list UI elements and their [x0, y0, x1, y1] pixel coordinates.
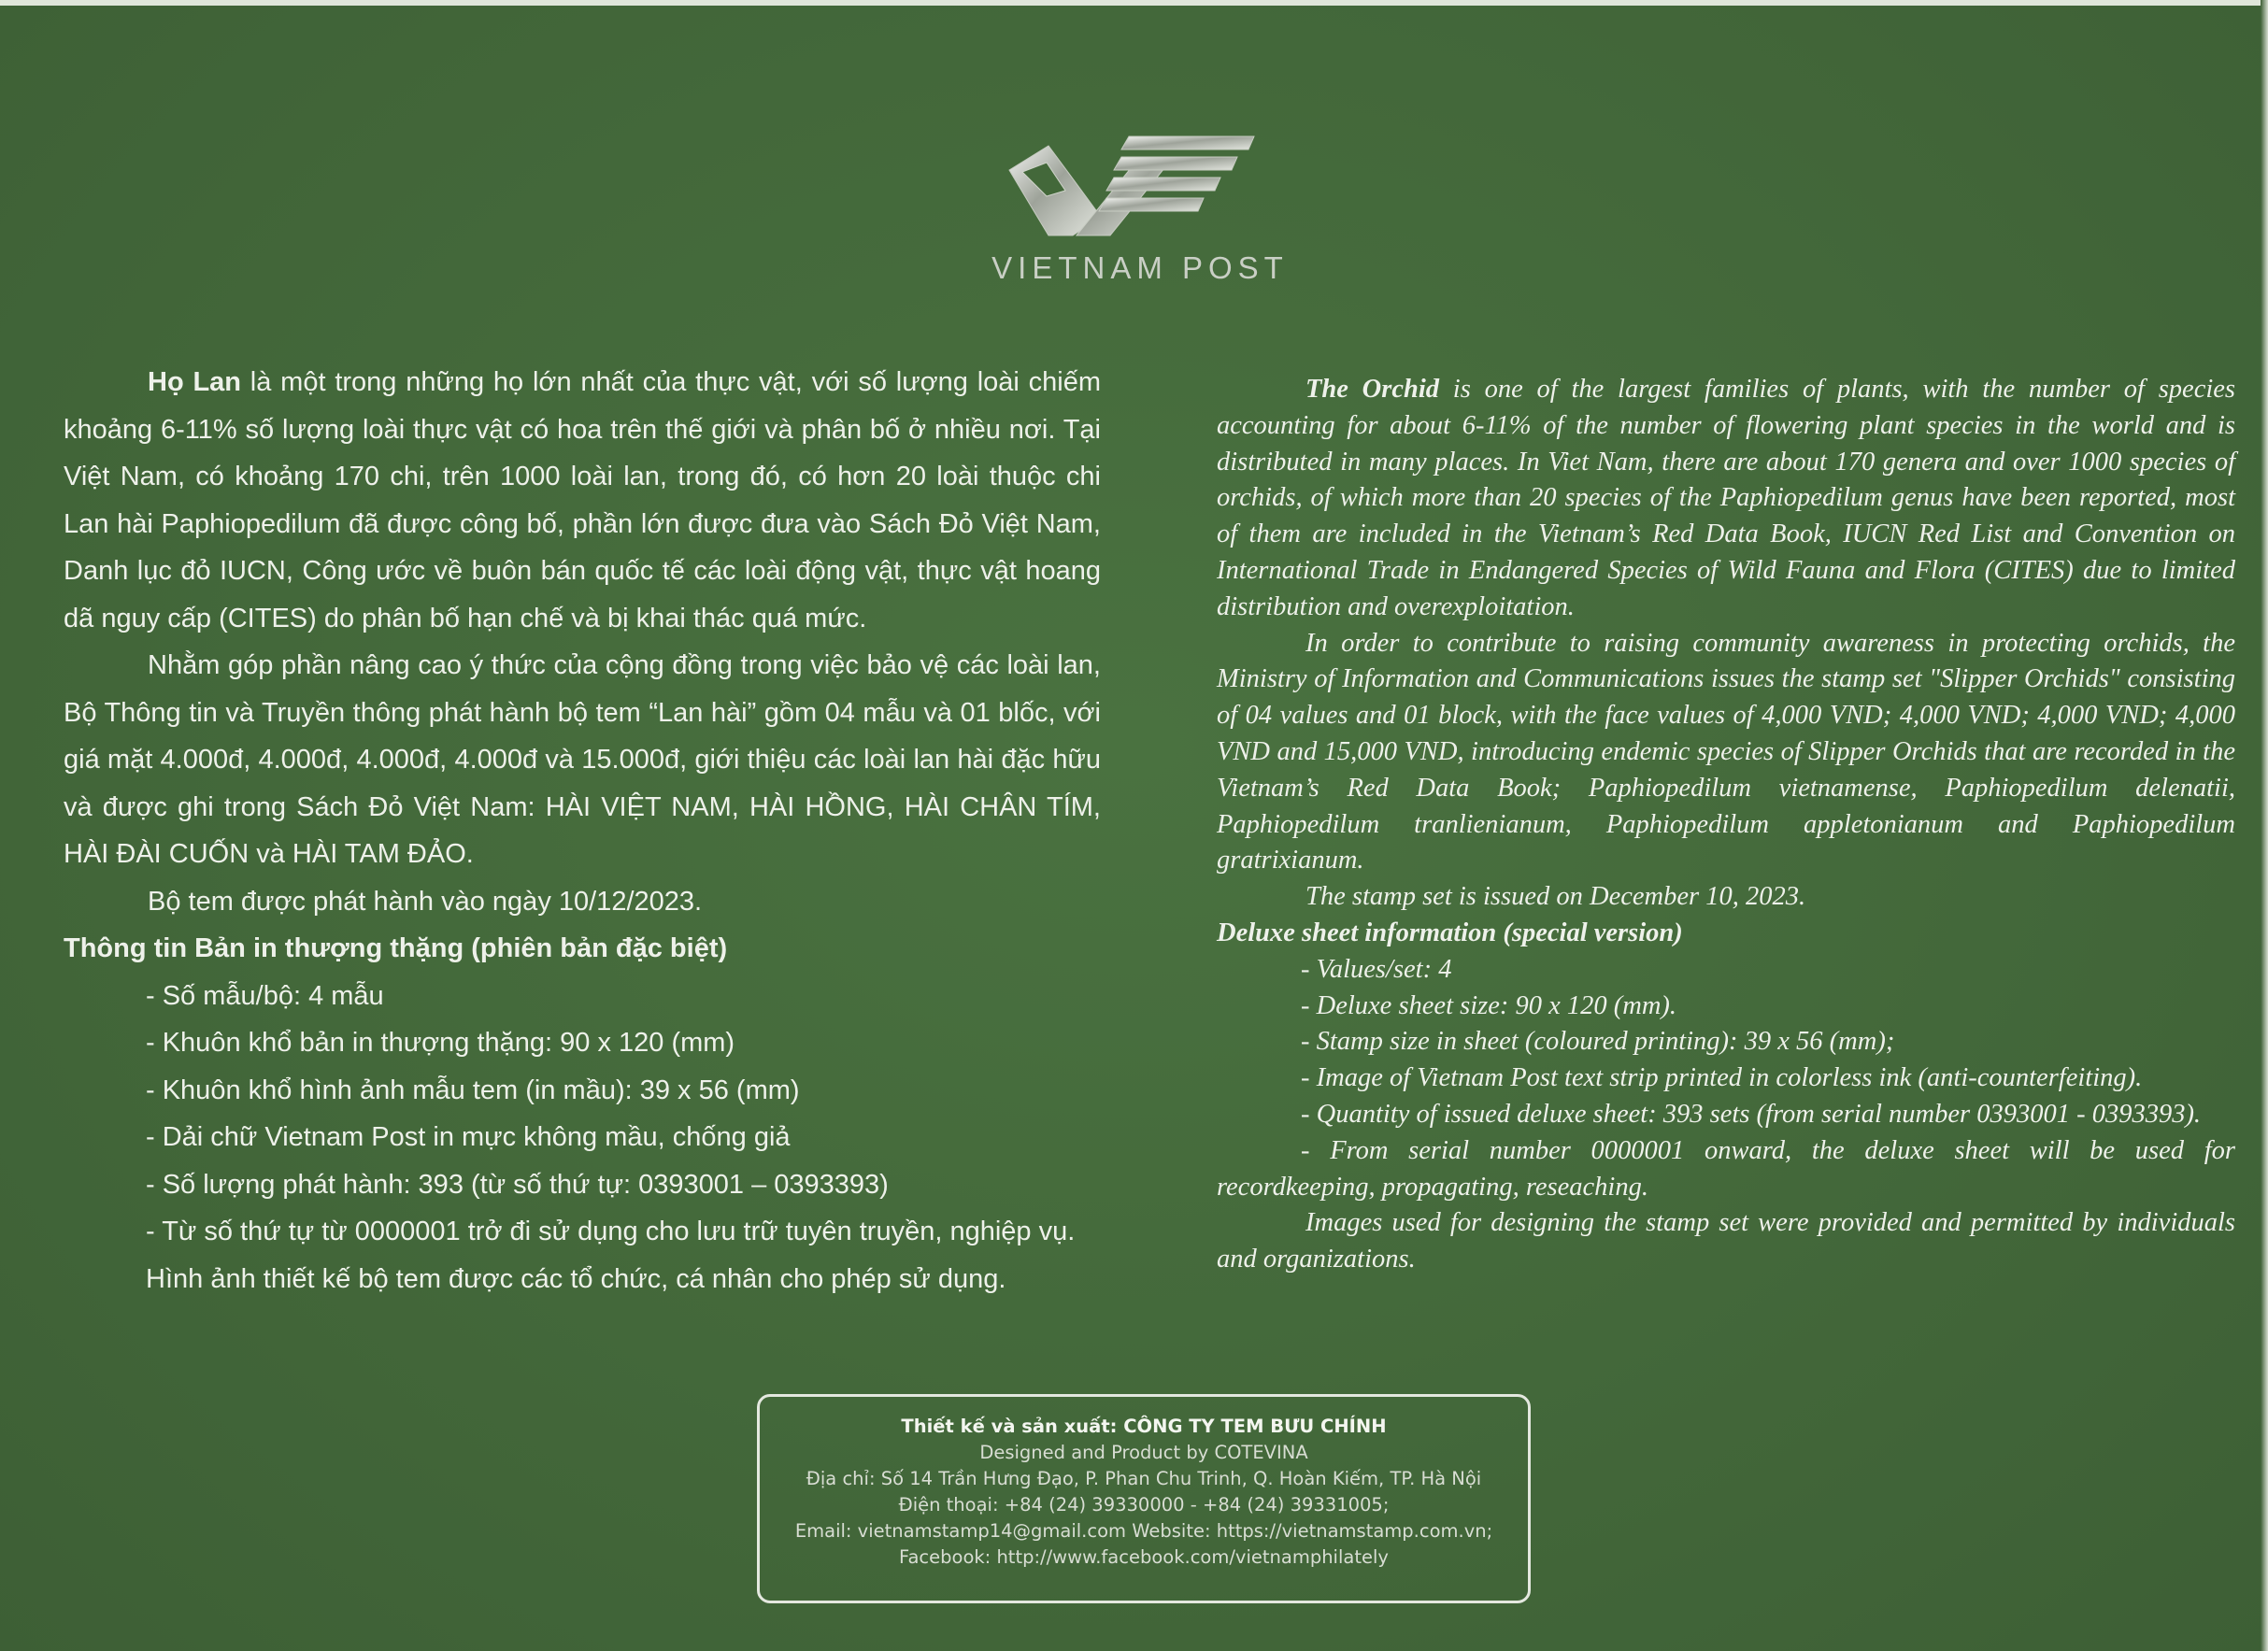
en-deluxe-item: - Image of Vietnam Post text strip printed in colorless ink (anti-counterfeiting). — [1301, 1063, 2143, 1093]
en-intro-text: is one of the largest families of plants, with the number of species accounting for about 6-11% of the number of flowering plant species in the world and is distributed in many places. In Viet Nam, there are about 170 genera and over 1000 species of orchids, of which more than 20 species of the Paphiopedilum genus have been reported, most of them are included in the Vietnam’s Red Data Book, IUCN Red List and Convention on International Trade in Endangered Species of Wild Fauna and Flora (CITES) due to limited distribution and overexploitation. — [1217, 375, 2235, 621]
vi-deluxe-heading: Thông tin Bản in thượng thặng (phiên bản đặc biệt) — [64, 933, 728, 963]
en-issue-date: The stamp set is issued on December 10, 2023. — [1305, 882, 1806, 912]
en-images-credit: Images used for designing the stamp set were provided and permitted by individuals and organizations. — [1217, 1208, 2235, 1274]
vietnam-post-wordmark: VIETNAM POST — [991, 250, 1289, 285]
vi-images-credit: Hình ảnh thiết kế bộ tem được các tổ chức, cá nhân cho phép sử dụng. — [146, 1263, 1006, 1294]
vi-deluxe-item: - Khuôn khổ bản in thượng thặng: 90 x 120 (mm) — [146, 1028, 735, 1058]
credits-facebook: Facebook: http://www.facebook.com/vietnamphilately — [899, 1546, 1389, 1568]
en-deluxe-item: - Stamp size in sheet (coloured printing): 39 x 56 (mm); — [1301, 1027, 1895, 1057]
top-edge — [0, 0, 2268, 6]
vi-intro-bold: Họ Lan — [148, 367, 242, 397]
en-deluxe-item: - Deluxe sheet size: 90 x 120 (mm). — [1301, 990, 1677, 1020]
en-paragraph-2: In order to contribute to raising community awareness in protecting orchids, the Ministry of Information and Communications issues the stamp set "Slipper Orchids" consisting of 04 values and 01 block, with the face values of 4,000 VND; 4,000 VND; 4,000 VND; 4,000 VND and 15,000 VND, introducing endemic species of Slipper Orchids that are recorded in the Vietnam’s Red Data Book; Paphiopedilum vietnamense, Paphiopedilum delenatii, Paphiopedilum tranlienianum, Paphiopedilum appletonianum and Paphiopedilum gratrixianum. — [1217, 628, 2235, 875]
en-deluxe-heading: Deluxe sheet information (special version) — [1217, 918, 1683, 947]
right-edge — [2261, 0, 2268, 1651]
vi-intro-text: là một trong những họ lớn nhất của thực vật, với số lượng loài chiếm khoảng 6-11% số lượng loài thực vật có hoa trên thế giới và phân bố ở nhiều nơi. Tại Việt Nam, có khoảng 170 chi, trên 1000 loài lan, trong đó, có hơn 20 loài thuộc chi Lan hài Paphiopedilum đã được công bố, phần lớn được đưa vào Sách Đỏ Việt Nam, Danh lục đỏ IUCN, Công ước về buôn bán quốc tế các loài động vật, thực vật hoang dã nguy cấp (CITES) do phân bố hạn chế và bị khai thác quá mức. — [64, 367, 1101, 633]
credits-address: Địa chỉ: Số 14 Trần Hưng Đạo, P. Phan Chu Trinh, Q. Hoàn Kiếm, TP. Hà Nội — [806, 1468, 1482, 1489]
vietnamese-text-column — [64, 359, 1101, 1302]
vi-paragraph-2: Nhằm góp phần nâng cao ý thức của cộng đồng trong việc bảo vệ các loài lan, Bộ Thông tin và Truyền thông phát hành bộ tem “Lan hài” gồm 04 mẫu và 01 blốc, với giá mặt 4.000đ, 4.000đ, 4.000đ, 4.000đ và 15.000đ, giới thiệu các loài lan hài đặc hữu và được ghi trong Sách Đỏ Việt Nam: HÀI VIỆT NAM, HÀI HỒNG, HÀI CHÂN TÍM, HÀI ĐÀI CUỐN và HÀI TAM ĐẢO. — [64, 650, 1101, 869]
vi-deluxe-item: - Số mẫu/bộ: 4 mẫu — [146, 980, 384, 1011]
en-deluxe-item: - Quantity of issued deluxe sheet: 393 sets (from serial number 0393001 - 0393393). — [1301, 1099, 2202, 1129]
english-text-column — [1217, 372, 2235, 1278]
vi-intro-paragraph — [64, 359, 1101, 642]
credits-email-website: Email: vietnamstamp14@gmail.com Website: https://vietnamstamp.com.vn; — [794, 1520, 1493, 1542]
vietnam-post-emblem-icon — [991, 131, 1271, 243]
credits-designed-by: Designed and Product by COTEVINA — [979, 1442, 1308, 1463]
en-deluxe-item: - From serial number 0000001 onward, the deluxe sheet will be used for recordkeeping, propagating, reseaching. — [1217, 1135, 2235, 1202]
en-intro-bold: The Orchid — [1305, 375, 1440, 404]
vi-deluxe-item: - Từ số thứ tự từ 0000001 trở đi sử dụng cho lưu trữ tuyên truyền, nghiệp vụ. — [146, 1217, 1076, 1246]
en-intro-paragraph — [1217, 372, 2235, 626]
vi-deluxe-item: - Khuôn khổ hình ảnh mẫu tem (in mầu): 39 x 56 (mm) — [146, 1075, 800, 1105]
en-deluxe-item: - Values/set: 4 — [1301, 954, 1452, 984]
credits-box — [757, 1394, 1531, 1603]
vi-deluxe-item: - Số lượng phát hành: 393 (từ số thứ tự: 0393001 – 0393393) — [146, 1169, 889, 1200]
credits-phone: Điện thoại: +84 (24) 39330000 - +84 (24) 39331005; — [898, 1494, 1390, 1516]
vietnam-post-logo — [972, 131, 1308, 290]
vi-issue-date: Bộ tem được phát hành vào ngày 10/12/2023. — [148, 886, 703, 917]
vi-deluxe-item: - Dải chữ Vietnam Post in mực không mầu, chống giả — [146, 1122, 791, 1152]
credits-title: Thiết kế và sản xuất: CÔNG TY TEM BƯU CHÍNH — [901, 1416, 1387, 1437]
